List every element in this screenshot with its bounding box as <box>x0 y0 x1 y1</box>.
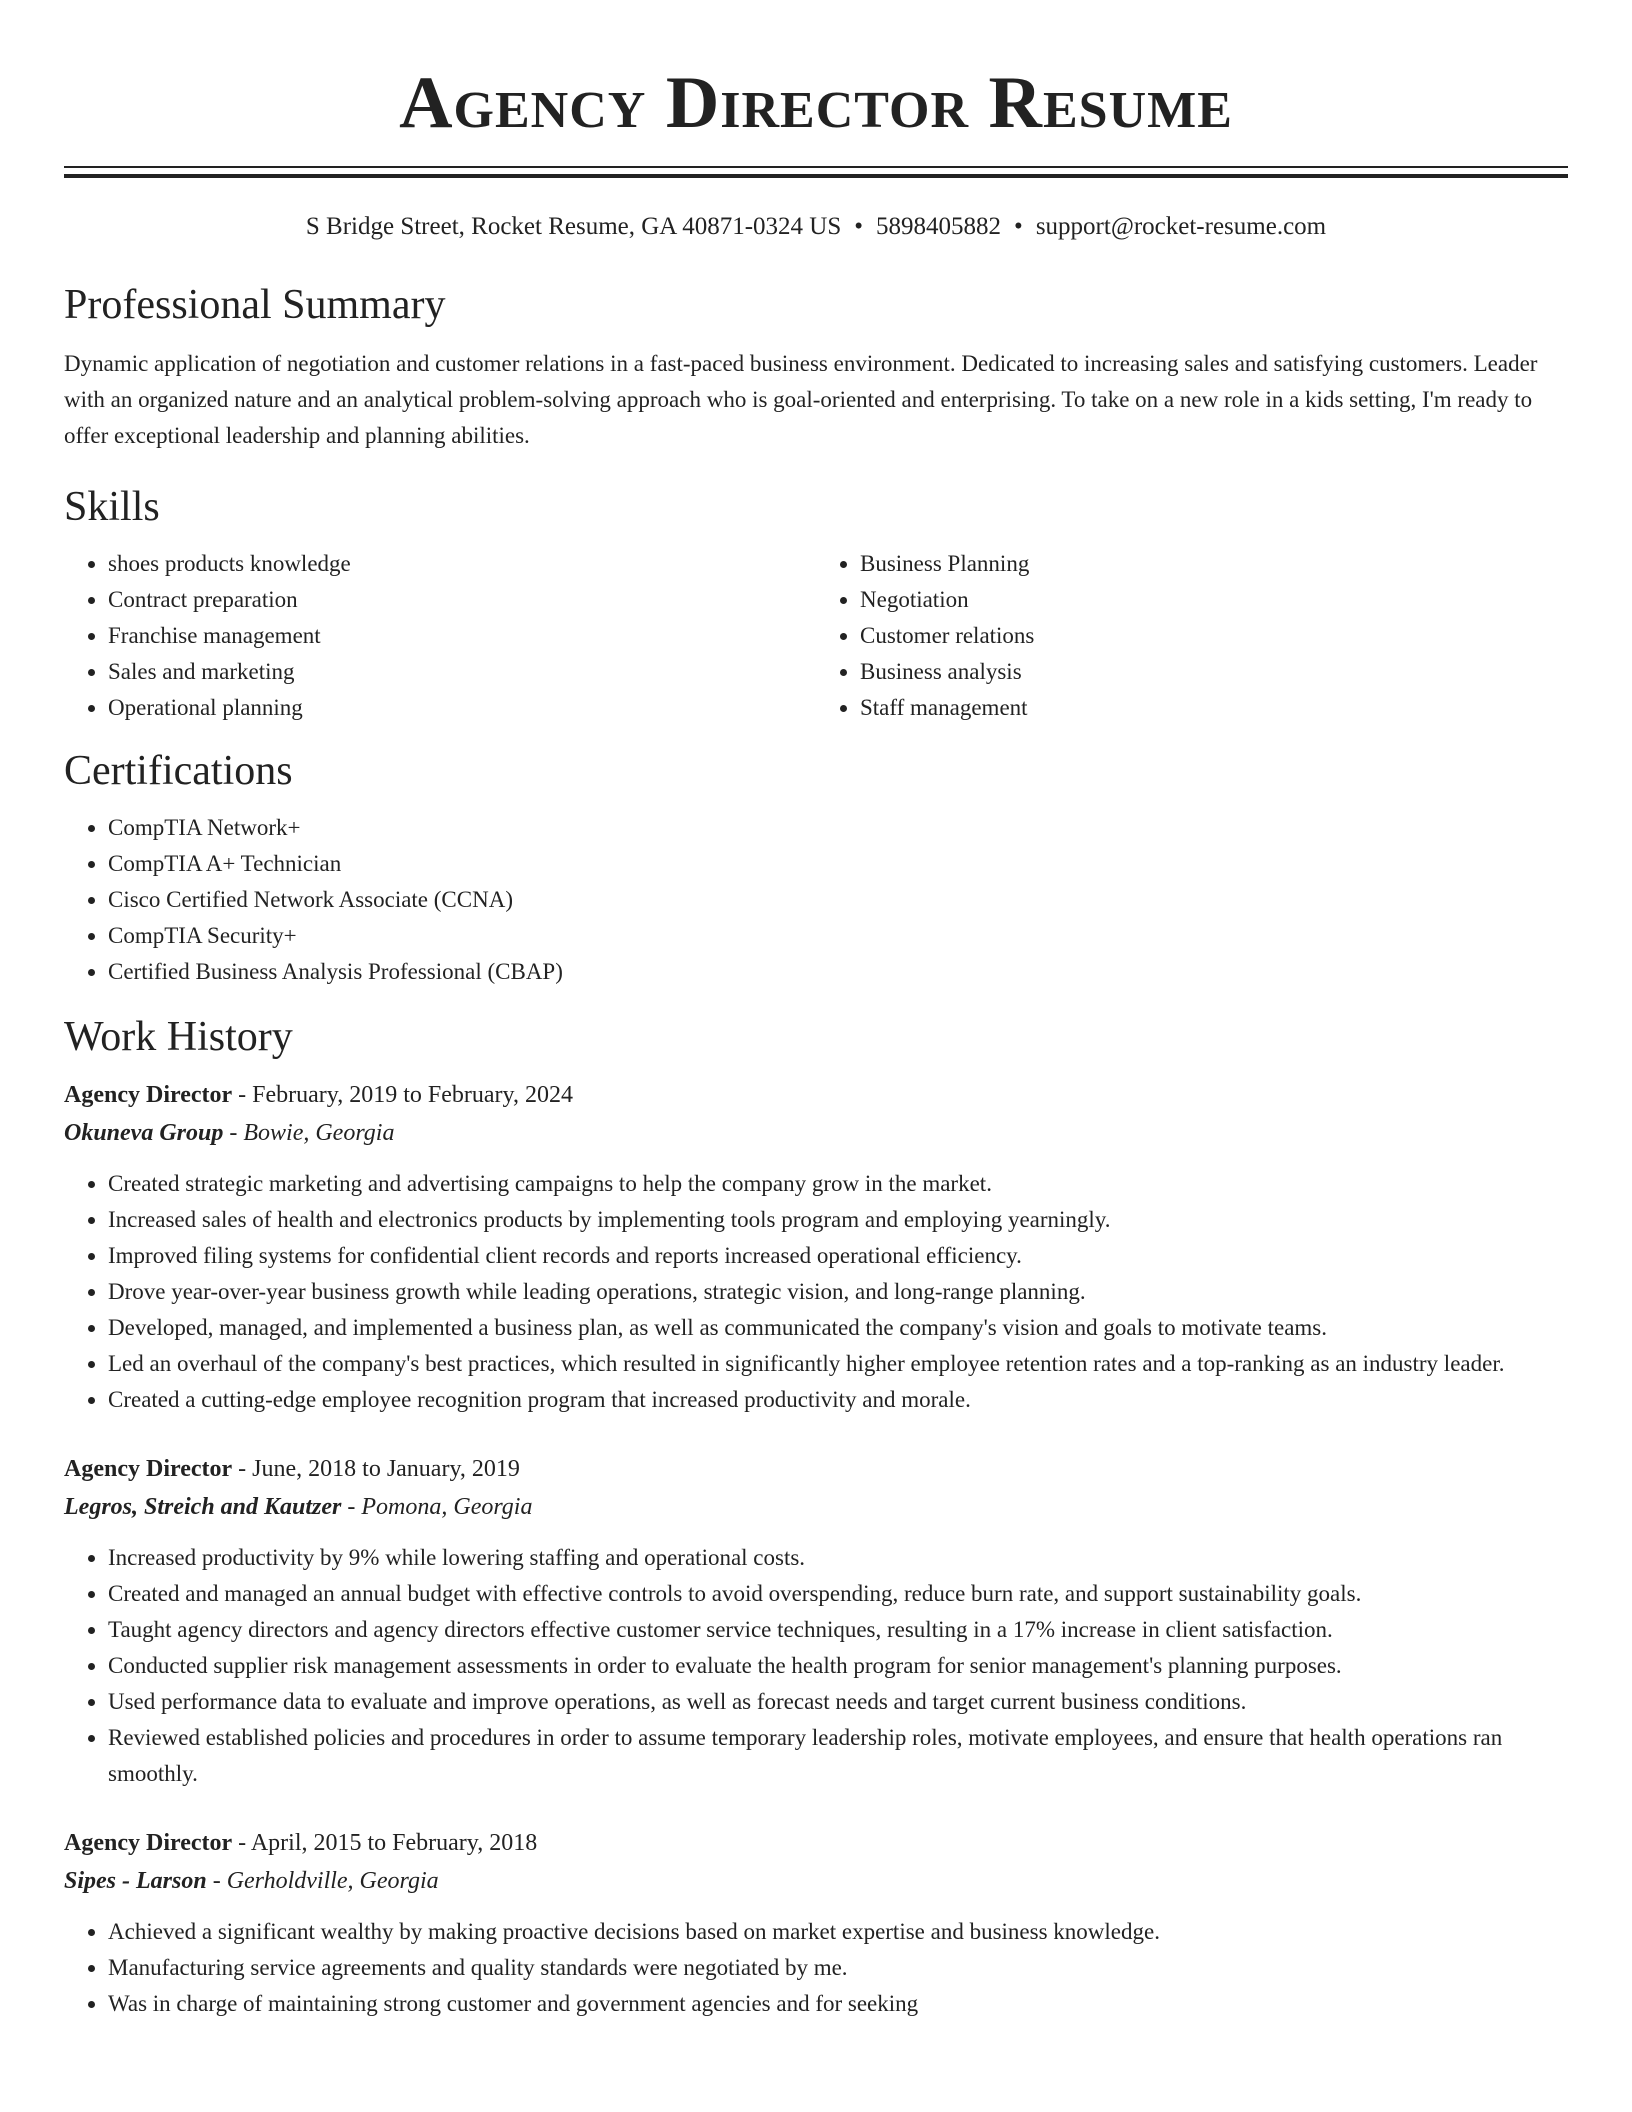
job-bullet: • Developed, managed, and implemented a business plan, as well as communicated the company's vision and goals to motivate teams. <box>108 1310 1568 1346</box>
company-name: Okuneva Group <box>64 1120 224 1146</box>
professional-summary-section <box>64 280 1568 454</box>
job-entry <box>64 1450 1568 1792</box>
job-bullet: • Achieved a significant wealthy by making proactive decisions based on market expertise and business knowledge. <box>108 1914 1568 1950</box>
work-history-section <box>64 1012 1568 2022</box>
job-dates: February, 2019 to February, 2024 <box>252 1082 573 1108</box>
job-bullet: • Taught agency directors and agency directors effective customer service techniques, resulting in a 17% increase in client satisfaction. <box>108 1612 1568 1648</box>
skill-item: • Customer relations <box>860 618 1568 654</box>
skill-item: • Operational planning <box>108 690 816 726</box>
job-bullet: • Increased sales of health and electronics products by implementing tools program and employing yearningly. <box>108 1202 1568 1238</box>
contact-email: support@rocket-resume.com <box>1035 213 1327 240</box>
skills-section <box>64 482 1568 726</box>
contact-phone: 5898405882 <box>876 213 1002 240</box>
certification-item: • Cisco Certified Network Associate (CCNA) <box>108 882 1568 918</box>
job-title: Agency Director <box>64 1830 233 1856</box>
skill-item: • Franchise management <box>108 618 816 654</box>
contact-separator: • <box>854 213 864 240</box>
skills-list-left <box>64 546 816 726</box>
job-dates: June, 2018 to January, 2019 <box>252 1456 520 1482</box>
certification-item: • CompTIA A+ Technician <box>108 846 1568 882</box>
company-location: Bowie, Georgia <box>243 1120 395 1146</box>
company-name: Sipes - Larson <box>64 1868 207 1894</box>
skill-item: • Business Planning <box>860 546 1568 582</box>
job-bullet: • Manufacturing service agreements and quality standards were negotiated by me. <box>108 1950 1568 1986</box>
job-bullets <box>64 1540 1568 1792</box>
skill-item: • Staff management <box>860 690 1568 726</box>
job-bullet: • Was in charge of maintaining strong customer and government agencies and for seeking <box>108 1986 1568 2022</box>
company-location: Pomona, Georgia <box>361 1494 533 1520</box>
job-title: Agency Director <box>64 1082 233 1108</box>
certification-item: • Certified Business Analysis Professional (CBAP) <box>108 954 1568 990</box>
job-bullet: • Used performance data to evaluate and improve operations, as well as forecast needs and target current business conditions. <box>108 1684 1568 1720</box>
skill-item: • Negotiation <box>860 582 1568 618</box>
title-divider-thin <box>64 166 1568 168</box>
contact-separator: • <box>1014 213 1023 240</box>
company-line: Okuneva Group - Bowie, Georgia <box>64 1120 395 1146</box>
skill-item: • Contract preparation <box>108 582 816 618</box>
job-title-line: Agency Director - April, 2015 to February, 2018 <box>64 1830 538 1856</box>
section-heading-summary: Professional Summary <box>64 282 446 328</box>
job-bullet: • Led an overhaul of the company's best practices, which resulted in significantly higher employee retention rates and a top-ranking as an industry leader. <box>108 1346 1568 1382</box>
skills-columns <box>64 546 1568 726</box>
company-line: Sipes - Larson - Gerholdville, Georgia <box>64 1868 439 1894</box>
job-bullet: • Increased productivity by 9% while lowering staffing and operational costs. <box>108 1540 1568 1576</box>
contact-address: S Bridge Street, Rocket Resume, GA 40871-0324 US <box>305 213 842 240</box>
job-bullet: • Reviewed established policies and procedures in order to assume temporary leadership roles, motivate employees, and ensure that health operations ran smoothly. <box>108 1720 1568 1792</box>
skill-item: • Sales and marketing <box>108 654 816 690</box>
job-bullet: • Created and managed an annual budget with effective controls to avoid overspending, reduce burn rate, and support sustainability goals. <box>108 1576 1568 1612</box>
section-heading-work-history: Work History <box>64 1014 293 1060</box>
job-bullet: • Improved filing systems for confidential client records and reports increased operational efficiency. <box>108 1238 1568 1274</box>
job-bullet: • Conducted supplier risk management assessments in order to evaluate the health program for senior management's planning purposes. <box>108 1648 1568 1684</box>
contact-line <box>64 212 1568 242</box>
job-entry <box>64 1076 1568 1418</box>
job-entry <box>64 1824 1568 2022</box>
certifications-section <box>64 746 1568 990</box>
summary-text: Dynamic application of negotiation and customer relations in a fast-paced business environment. Dedicated to increasing sales and satisfying customers. Leader with an organized nature and an analytical problem-solving approach who is goal-oriented and enterprising. To take on a new role in a kids setting, I'm ready to offer exceptional leadership and planning abilities. <box>64 351 1538 448</box>
job-bullets <box>64 1166 1568 1418</box>
certification-item: • CompTIA Security+ <box>108 918 1568 954</box>
job-dates: April, 2015 to February, 2018 <box>250 1830 538 1856</box>
job-title: Agency Director <box>64 1456 233 1482</box>
job-title-line: Agency Director - February, 2019 to February, 2024 <box>64 1082 573 1108</box>
skills-list-right <box>816 546 1568 726</box>
job-bullet: • Drove year-over-year business growth while leading operations, strategic vision, and long-range planning. <box>108 1274 1568 1310</box>
job-bullets <box>64 1914 1568 2022</box>
company-line: Legros, Streich and Kautzer - Pomona, Georgia <box>64 1494 533 1520</box>
section-heading-skills: Skills <box>64 484 160 530</box>
title-divider-thick <box>64 174 1568 178</box>
certifications-list <box>64 810 1568 990</box>
company-name: Legros, Streich and Kautzer <box>64 1494 342 1520</box>
resume-title: Agency Director Resume <box>399 62 1233 144</box>
certification-item: • CompTIA Network+ <box>108 810 1568 846</box>
job-bullet: • Created strategic marketing and advertising campaigns to help the company grow in the market. <box>108 1166 1568 1202</box>
job-bullet: • Created a cutting-edge employee recognition program that increased productivity and morale. <box>108 1382 1568 1418</box>
job-title-line: Agency Director - June, 2018 to January, 2019 <box>64 1456 520 1482</box>
company-location: Gerholdville, Georgia <box>226 1868 439 1894</box>
section-heading-certifications: Certifications <box>64 748 293 794</box>
skill-item: • Business analysis <box>860 654 1568 690</box>
resume-page <box>64 0 1568 2022</box>
skill-item: • shoes products knowledge <box>108 546 816 582</box>
